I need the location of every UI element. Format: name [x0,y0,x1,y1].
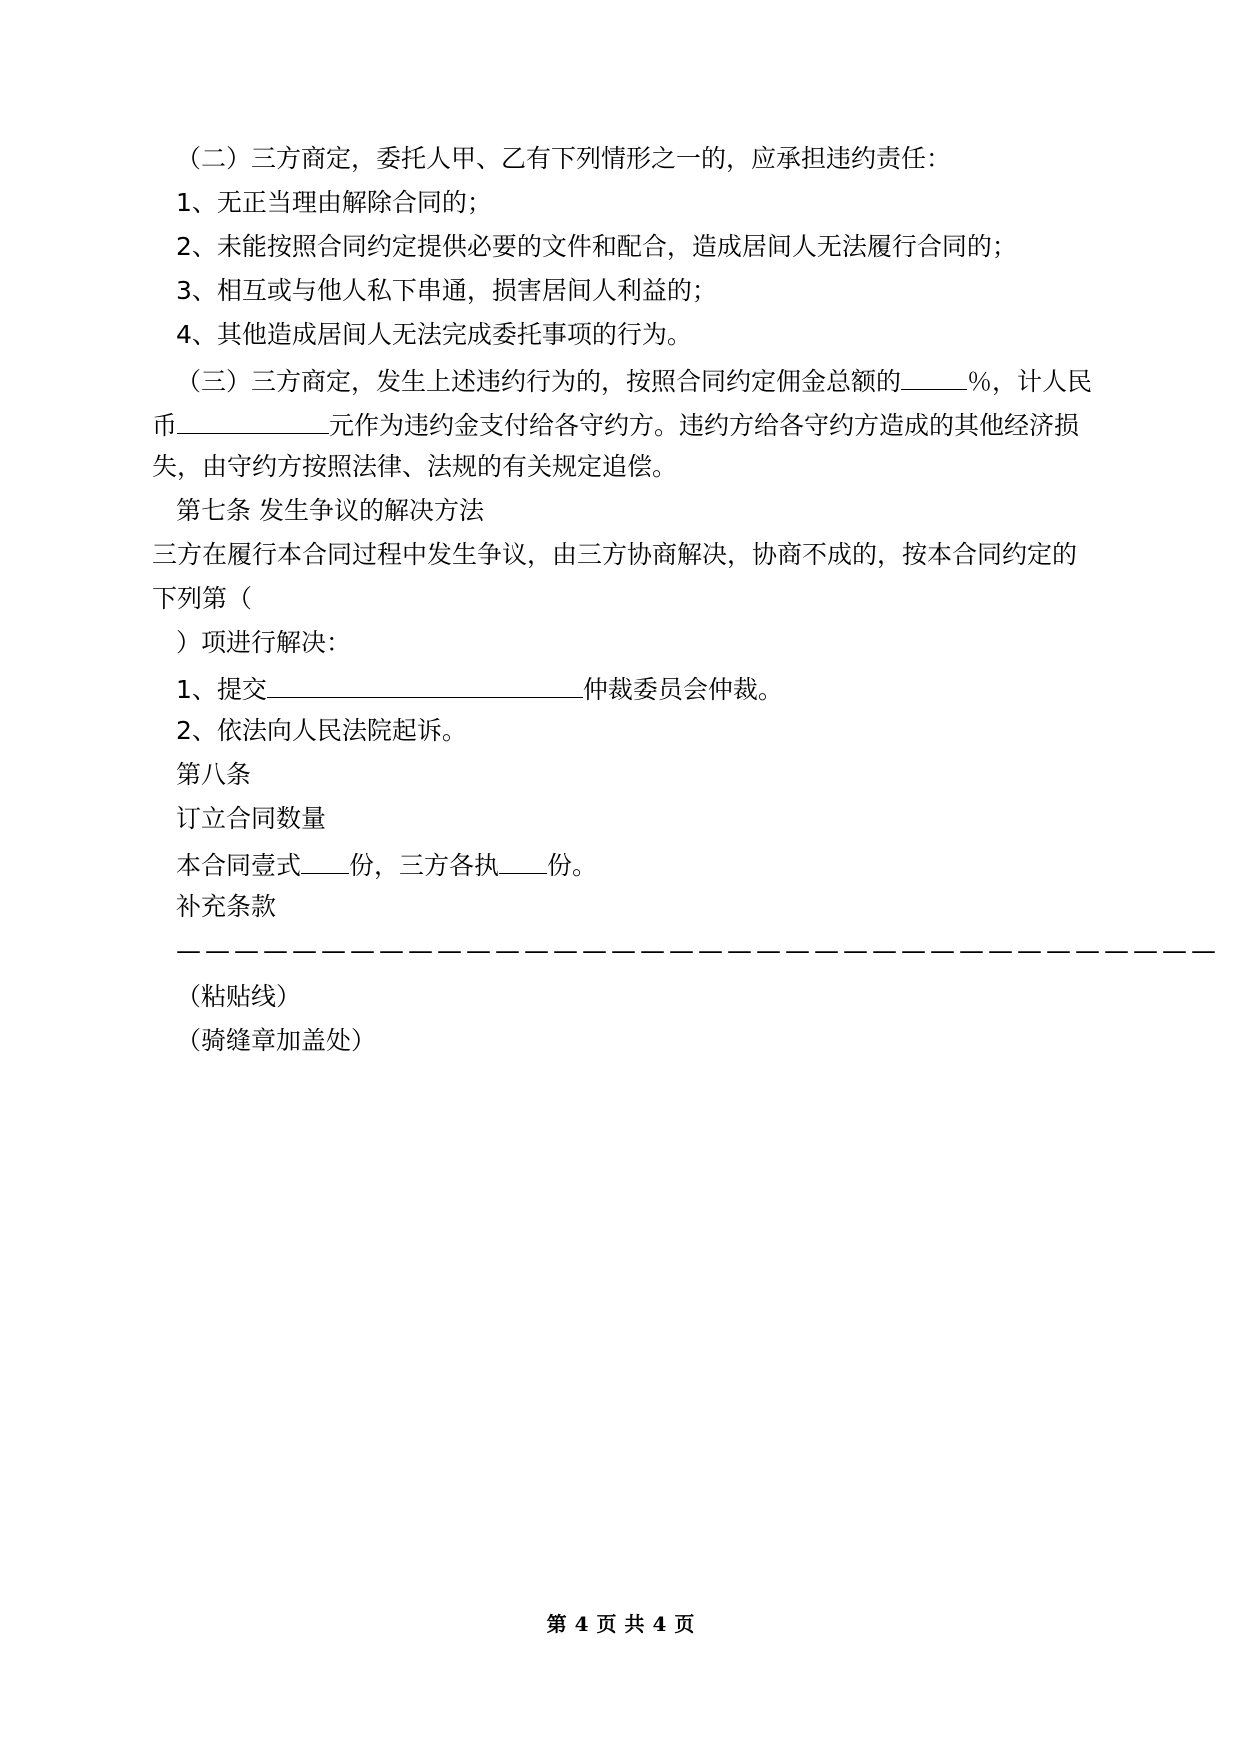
clause-3-line-1 [176,363,1092,398]
clause-2-item-3: 3、相互或与他人私下串通，损害居间人利益的； [176,276,717,305]
option-1-text-a: 1、提交 [176,675,267,704]
article-7-body-line-3: ）项进行解决： [176,628,352,657]
article-8-body [176,847,597,882]
clause-3-text-a: （三）三方商定，发生上述违约行为的，按照合同约定佣金总额的 [176,367,902,396]
footer-label-gong: 共 [624,1612,645,1636]
clause-2-item-4: 4、其他造成居间人无法完成委托事项的行为。 [176,320,692,349]
article-7-heading: 第七条 发生争议的解决方法 [176,496,484,525]
footer-label-di: 第 [546,1612,567,1636]
footer-label-ye-2: 页 [674,1612,695,1636]
article-7-option-1 [176,671,783,706]
clause-3-line-2 [152,407,1079,442]
cut-line-dashes: ———————————————————————————————————— [176,936,1220,965]
clause-2-item-2: 2、未能按照合同约定提供必要的文件和配合，造成居间人无法履行合同的； [176,232,1017,261]
option-1-text-b: 仲裁委员会仲裁。 [582,675,783,704]
article-7-option-2: 2、依法向人民法院起诉。 [176,716,467,745]
article-7-body-line-1: 三方在履行本合同过程中发生争议，由三方协商解决，协商不成的，按本合同约定的 [152,540,1078,569]
article-8-heading: 第八条 [176,760,252,789]
clause-3-text-c: 币 [152,411,178,440]
seal-area-label: （骑缝章加盖处） [176,1026,377,1055]
footer-total-pages: 4 [652,1612,667,1636]
percent-blank[interactable] [901,363,967,390]
footer-current-page: 4 [574,1612,589,1636]
page-footer [0,1611,1241,1637]
clause-2-item-1: 1、无正当理由解除合同的； [176,188,492,217]
clause-2-heading: （二）三方商定，委托人甲、乙有下列情形之一的，应承担违约责任： [176,144,952,173]
copies-text-b: 份，三方各执 [349,851,500,880]
copies-text-a: 本合同壹式 [176,851,302,880]
supplementary-clauses-heading: 补充条款 [176,892,277,921]
clause-3-text-d: 元作为违约金支付给各守约方。违约方给各守约方造成的其他经济损 [329,411,1080,440]
article-7-body-line-2: 下列第（ [152,584,253,613]
clause-3-text-b: ％，计人民 [967,367,1093,396]
clause-3-line-3: 失，由守约方按照法律、法规的有关规定追偿。 [152,452,678,481]
footer-label-ye: 页 [596,1612,617,1636]
amount-blank[interactable] [177,407,329,434]
total-copies-blank[interactable] [301,847,349,874]
article-8-title: 订立合同数量 [176,804,327,833]
paste-line-label: （粘贴线） [176,982,302,1011]
each-copies-blank[interactable] [499,847,547,874]
arbitration-commission-blank[interactable] [267,671,583,698]
copies-text-c: 份。 [547,851,598,880]
